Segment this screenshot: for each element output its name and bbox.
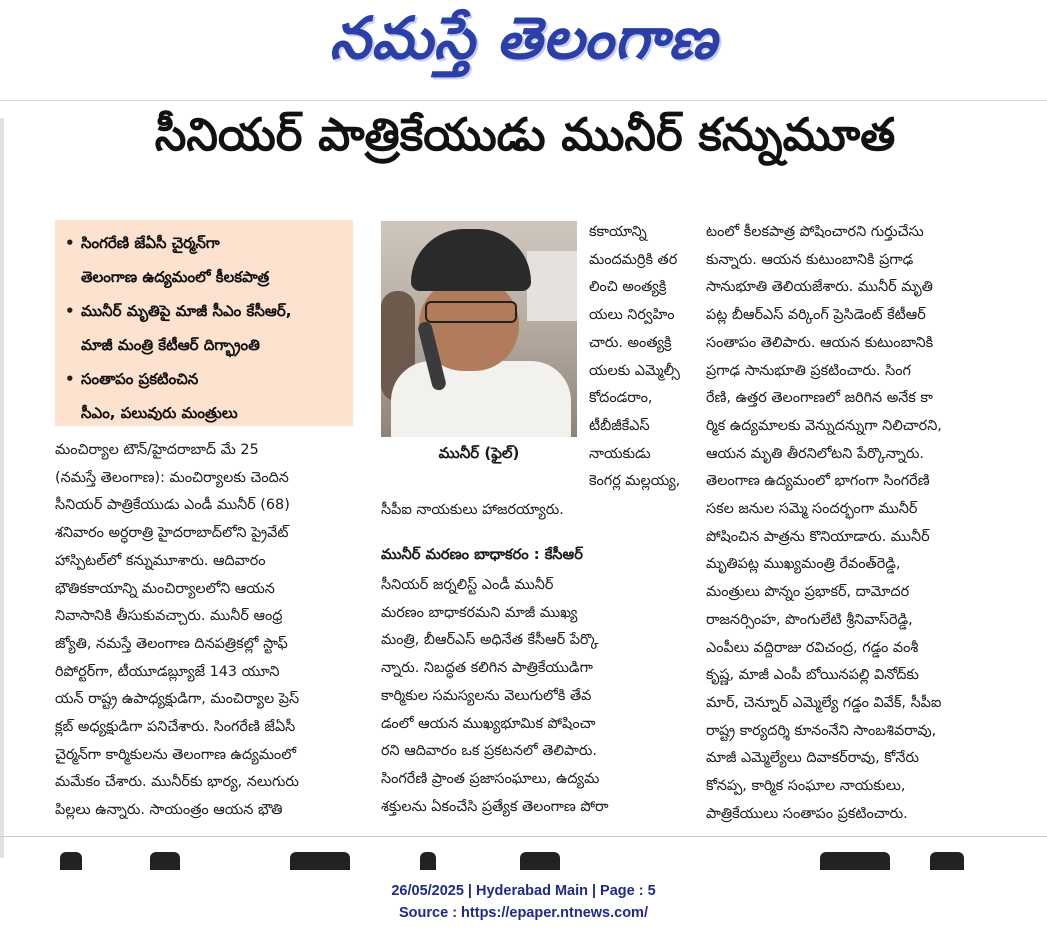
- text-line: మమేకం చేశారు. మునీర్‌కు భార్య, నలుగురు: [55, 774, 299, 791]
- background-sign: [527, 251, 577, 321]
- text-line: కోనప్ప, కార్మిక సంఘాల నాయకులు,: [706, 778, 906, 795]
- text-line: హాస్పిటల్‌లో కన్నుమూశారు. ఆదివారం: [55, 552, 266, 569]
- text-line: సీనియర్ పాత్రికేయుడు ఎండీ మునీర్ (68): [55, 497, 290, 514]
- bullet-icon: •: [65, 370, 75, 388]
- page-footer: [0, 880, 1047, 924]
- text-line: రని ఆదివారం ఒక ప్రకటనలో తెలిపారు.: [381, 743, 597, 760]
- text-line: పాత్రికేయులు సంతాపం ప్రకటించారు.: [706, 805, 908, 822]
- article-photo: [381, 221, 577, 437]
- text-line: యలు నిర్వహిం: [589, 307, 675, 324]
- article-column-2-bottom: [381, 572, 681, 821]
- highlight-line: మునీర్ మృతిపై మాజీ సీఎం కేసీఆర్,: [81, 302, 292, 320]
- highlights-box: [55, 220, 353, 426]
- text-line: రాజనర్సింహ, పొంగులేటి శ్రీనివాస్‌రెడ్డి,: [706, 611, 913, 628]
- text-line: భౌతికకాయాన్ని మంచిర్యాలలోని ఆయన: [55, 580, 275, 597]
- text-line: కెంగర్ల మల్లయ్య,: [589, 473, 681, 490]
- text-line: చైర్మన్‌గా కార్మికులను తెలంగాణ ఉద్యమంలో: [55, 746, 297, 763]
- highlight-item: [65, 294, 347, 362]
- footer-page: Page : 5: [600, 883, 656, 899]
- article-subheading: మునీర్ మరణం బాధాకరం : కేసీఆర్: [381, 546, 583, 563]
- text-line: మంత్రులు పొన్నం ప్రభాకర్, దామోదర: [706, 584, 910, 601]
- text-line: రిపోర్టర్‌గా, టీయూడబ్ల్యూజే 143 యూని: [55, 663, 280, 680]
- text-line: సీపీఐ నాయకులు హాజరయ్యారు.: [381, 502, 564, 518]
- text-line: క్లబ్ అధ్యక్షుడిగా పనిచేశారు. సింగరేణి జేఏసీ: [55, 719, 296, 736]
- bullet-icon: •: [65, 234, 75, 252]
- footer-source[interactable]: Source : https://epaper.ntnews.com/: [399, 905, 648, 921]
- text-line: కోదండరాం,: [589, 390, 653, 407]
- footer-edition-line: 26/05/2025 | Hyderabad Main | Page : 5: [391, 883, 656, 899]
- text-line: నివాసానికి తీసుకువచ్చారు. మునీర్ ఆంధ్ర: [55, 608, 283, 625]
- highlight-line: సింగరేణి జేఏసీ చైర్మన్‌గా: [81, 234, 220, 252]
- text-line: చారు. అంత్యక్రి: [589, 334, 672, 351]
- text-line: జ్యోతి, నమస్తే తెలంగాణ దినపత్రికల్లో స్టాఫ్: [55, 635, 288, 652]
- highlight-line: సంతాపం ప్రకటించిన: [81, 370, 199, 388]
- text-line: మాజీ ఎమ్మెల్యేలు దివాకర్‌రావు, కోనేరు: [706, 750, 919, 767]
- text-line: మార్, చెన్నూర్ ఎమ్మెల్యే గడ్డం వివేక్, సీపీఐ: [706, 694, 942, 711]
- text-line: డంలో ఆయన ముఖ్యభూమిక పోషించా: [381, 715, 596, 732]
- glasses-icon: [425, 301, 517, 323]
- article-headline: సీనియర్ పాత్రికేయుడు మునీర్ కన్నుమూత: [154, 108, 896, 161]
- article-column-1: [55, 437, 353, 825]
- text-line: న్నారు. నిబద్ధత కలిగిన పాత్రికేయుడిగా: [381, 660, 593, 677]
- highlight-item: [65, 226, 347, 294]
- text-line: ఎంపీలు వద్దిరాజు రవిచంద్ర, గడ్డం వంశీ: [706, 639, 919, 656]
- text-line: సీనియర్ జర్నలిస్ట్ ఎండీ మునీర్: [381, 577, 554, 593]
- text-line: మంత్రి, బీఆర్ఎస్ అధినేత కేసీఆర్ పేర్కొ: [381, 632, 599, 649]
- text-line: యలకు ఎమ్మెల్సీ: [589, 362, 681, 379]
- text-line: ర్మిక ఉద్యమాలకు వెన్నుదన్నుగా నిలిచారని,: [706, 417, 942, 434]
- text-line: పట్ల బీఆర్ఎస్ వర్కింగ్ ప్రెసిడెంట్ కేటీఆర్: [706, 307, 926, 324]
- text-line: ఆయన మృతి తీరనిలోటని పేర్కొన్నారు.: [706, 445, 924, 462]
- text-line: సకల జనుల సమ్మె సందర్భంగా మునీర్: [706, 501, 918, 518]
- next-headline-fragment: [0, 852, 1047, 870]
- newspaper-logo: నమస్తే తెలంగాణ: [329, 4, 718, 72]
- article-column-3: [706, 219, 1018, 828]
- text-line: టీబీజీకేఎస్: [589, 417, 650, 434]
- text-line: మృతిపట్ల ముఖ్యమంత్రి రేవంత్‌రెడ్డి,: [706, 556, 901, 573]
- text-line: రాష్ట్ర కార్యదర్శి కూనంనేని సాంబశివరావు,: [706, 722, 937, 739]
- text-line: లించి అంత్యక్రి: [589, 279, 667, 296]
- footer-date: 26/05/2025: [391, 883, 464, 899]
- highlight-line: సీఎం, పలువురు మంత్రులు: [81, 404, 238, 422]
- text-line: సంతాపం తెలిపారు. ఆయన కుటుంబానికి: [706, 334, 934, 351]
- page-divider: [0, 836, 1047, 837]
- highlight-line: తెలంగాణ ఉద్యమంలో కీలకపాత్ర: [81, 268, 270, 286]
- text-line: రేణి, ఉత్తర తెలంగాణలో జరిగిన అనేక కా: [706, 390, 933, 407]
- text-line: సానుభూతి తెలియజేశారు. మునీర్ మృతి: [706, 279, 933, 296]
- text-line: (నమస్తే తెలంగాణ): మంచిర్యాలకు చెందిన: [55, 469, 289, 486]
- article-column-2-lead: [381, 497, 681, 525]
- highlight-item: [65, 362, 347, 430]
- text-line: కార్మికుల సమస్యలను వెలుగులోకి తేవ: [381, 687, 592, 704]
- text-line: శక్తులను ఏకంచేసి ప్రత్యేక తెలంగాణ పోరా: [381, 798, 609, 815]
- text-line: కకాయాన్ని: [589, 224, 647, 240]
- masthead: [0, 0, 1047, 95]
- helmet-icon: [411, 229, 531, 291]
- text-line: కున్నారు. ఆయన కుటుంబానికి ప్రగాఢ: [706, 251, 914, 268]
- article-column-2-top: [589, 219, 681, 496]
- footer-edition: Hyderabad Main: [475, 883, 588, 899]
- page-margin-strip: [0, 118, 4, 858]
- text-line: మరణం బాధాకరమని మాజీ ముఖ్య: [381, 604, 578, 621]
- text-line: నాయకుడు: [589, 445, 651, 462]
- text-line: కృష్ణ, మాజీ ఎంపీ బోయినపల్లి వినోద్‌కు: [706, 667, 919, 684]
- text-line: యన్ రాష్ట్ర ఉపాధ్యక్షుడిగా, మంచిర్యాల ప్రెస్: [55, 691, 300, 708]
- text-line: మందమర్రికి తర: [589, 251, 678, 268]
- text-line: మంచిర్యాల టౌన్/హైదరాబాద్ మే 25: [55, 442, 259, 458]
- person-shirt: [391, 361, 571, 437]
- text-line: పిల్లలు ఉన్నారు. సాయంత్రం ఆయన భౌతి: [55, 802, 283, 819]
- text-line: పోషించిన పాత్రను కొనియాడారు. మునీర్: [706, 528, 930, 545]
- text-line: ప్రగాఢ సానుభూతి ప్రకటించారు. సింగ: [706, 362, 911, 379]
- text-line: తెలంగాణ ఉద్యమంలో భాగంగా సింగరేణి: [706, 473, 930, 490]
- bullet-icon: •: [65, 302, 75, 320]
- highlight-line: మాజీ మంత్రి కేటీఆర్ దిగ్భ్రాంతి: [81, 336, 260, 354]
- text-line: సింగరేణి ప్రాంత ప్రజాసంఘాలు, ఉద్యమ: [381, 770, 600, 787]
- photo-caption: మునీర్ (ఫైల్): [438, 444, 520, 462]
- masthead-divider: [0, 100, 1047, 101]
- text-line: శనివారం అర్ధరాత్రి హైదరాబాద్‌లోని ప్రైవేట్: [55, 525, 289, 542]
- text-line: టంలో కీలకపాత్ర పోషించారని గుర్తుచేసు: [706, 224, 924, 240]
